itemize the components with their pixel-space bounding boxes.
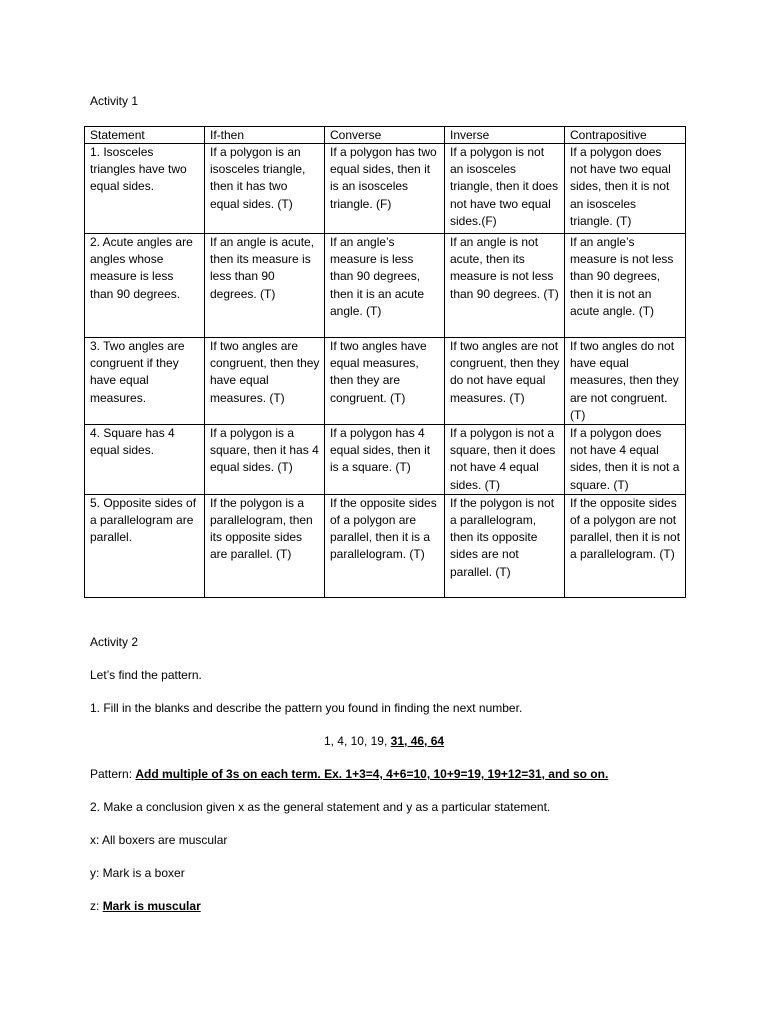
header-contrapositive: Contrapositive — [565, 127, 686, 144]
activity-2-heading: Activity 2 — [90, 635, 139, 649]
cell-if-then: If a polygon is a square, then it has 4 equal sides. (T) — [205, 425, 325, 495]
question-1-text: 1. Fill in the blanks and describe the pattern you found in finding the next number. — [90, 701, 523, 715]
table-row — [85, 144, 686, 234]
cell-contrapositive: If an angle’s measure is not less than 90 degrees, then it is not an acute angle. (T) — [565, 234, 686, 338]
conditional-statements-table — [84, 126, 686, 598]
cell-contrapositive: If the opposite sides of a polygon are not parallel, then it is not a parallelogram. (T) — [565, 494, 686, 597]
cell-contrapositive: If two angles do not have equal measures, then they are not congruent. (T) — [565, 338, 686, 425]
header-converse: Converse — [325, 127, 445, 144]
cell-if-then: If an angle is acute, then its measure is less than 90 degrees. (T) — [205, 234, 325, 338]
cell-converse: If a polygon has two equal sides, then it is an isosceles triangle. (F) — [325, 144, 445, 234]
cell-inverse: If a polygon is not a square, then it does not have 4 equal sides. (T) — [445, 425, 565, 495]
cell-statement: 4. Square has 4 equal sides. — [85, 425, 205, 495]
sequence-answer: 31, 46, 64 — [390, 734, 445, 748]
pattern-line — [90, 766, 608, 782]
pattern-answer: Add multiple of 3s on each term. Ex. 1+3=4, 4+6=10, 10+9=19, 19+12=31, and so on. — [135, 767, 609, 781]
cell-converse: If a polygon has 4 equal sides, then it is a square. (T) — [325, 425, 445, 495]
cell-statement: 5. Opposite sides of a parallelogram are parallel. — [85, 494, 205, 597]
cell-statement: 2. Acute angles are angles whose measure is less than 90 degrees. — [85, 234, 205, 338]
cell-if-then: If a polygon is an isosceles triangle, then it has two equal sides. (T) — [205, 144, 325, 234]
cell-inverse: If an angle is not acute, then its measure is not less than 90 degrees. (T) — [445, 234, 565, 338]
cell-inverse: If the polygon is not a parallelogram, then its opposite sides are not parallel. (T) — [445, 494, 565, 597]
cell-contrapositive: If a polygon does not have 4 equal sides, then it is not a square. (T) — [565, 425, 686, 495]
table-row — [85, 425, 686, 495]
table-row — [85, 338, 686, 425]
cell-if-then: If the polygon is a parallelogram, then its opposite sides are parallel. (T) — [205, 494, 325, 597]
x-statement: x: All boxers are muscular — [90, 833, 228, 847]
z-answer: Mark is muscular — [102, 899, 201, 913]
header-statement: Statement — [85, 127, 205, 144]
number-sequence — [0, 733, 768, 749]
cell-converse: If the opposite sides of a polygon are parallel, then it is a parallelogram. (T) — [325, 494, 445, 597]
cell-inverse: If a polygon is not an isosceles triangle, then it does not have two equal sides.(F) — [445, 144, 565, 234]
question-2-text: 2. Make a conclusion given x as the general statement and y as a particular statement. — [90, 800, 551, 814]
cell-converse: If an angle’s measure is less than 90 degrees, then it is an acute angle. (T) — [325, 234, 445, 338]
cell-statement: 1. Isosceles triangles have two equal sides. — [85, 144, 205, 234]
cell-if-then: If two angles are congruent, then they have equal measures. (T) — [205, 338, 325, 425]
pattern-label: Pattern: — [90, 767, 133, 781]
header-inverse: Inverse — [445, 127, 565, 144]
cell-inverse: If two angles are not congruent, then they do not have equal measures. (T) — [445, 338, 565, 425]
z-line — [90, 898, 201, 914]
table-row — [85, 234, 686, 338]
activity-1-heading: Activity 1 — [90, 94, 139, 108]
table-row — [85, 494, 686, 597]
z-label: z: — [90, 899, 100, 913]
cell-contrapositive: If a polygon does not have two equal sides, then it is not an isosceles triangle. (T) — [565, 144, 686, 234]
activity-2-intro: Let’s find the pattern. — [90, 668, 202, 682]
cell-statement: 3. Two angles are congruent if they have equal measures. — [85, 338, 205, 425]
y-statement: y: Mark is a boxer — [90, 866, 185, 880]
table-header-row — [85, 127, 686, 144]
sequence-given: 1, 4, 10, 19, — [323, 734, 388, 748]
cell-converse: If two angles have equal measures, then they are congruent. (T) — [325, 338, 445, 425]
header-if-then: If-then — [205, 127, 325, 144]
